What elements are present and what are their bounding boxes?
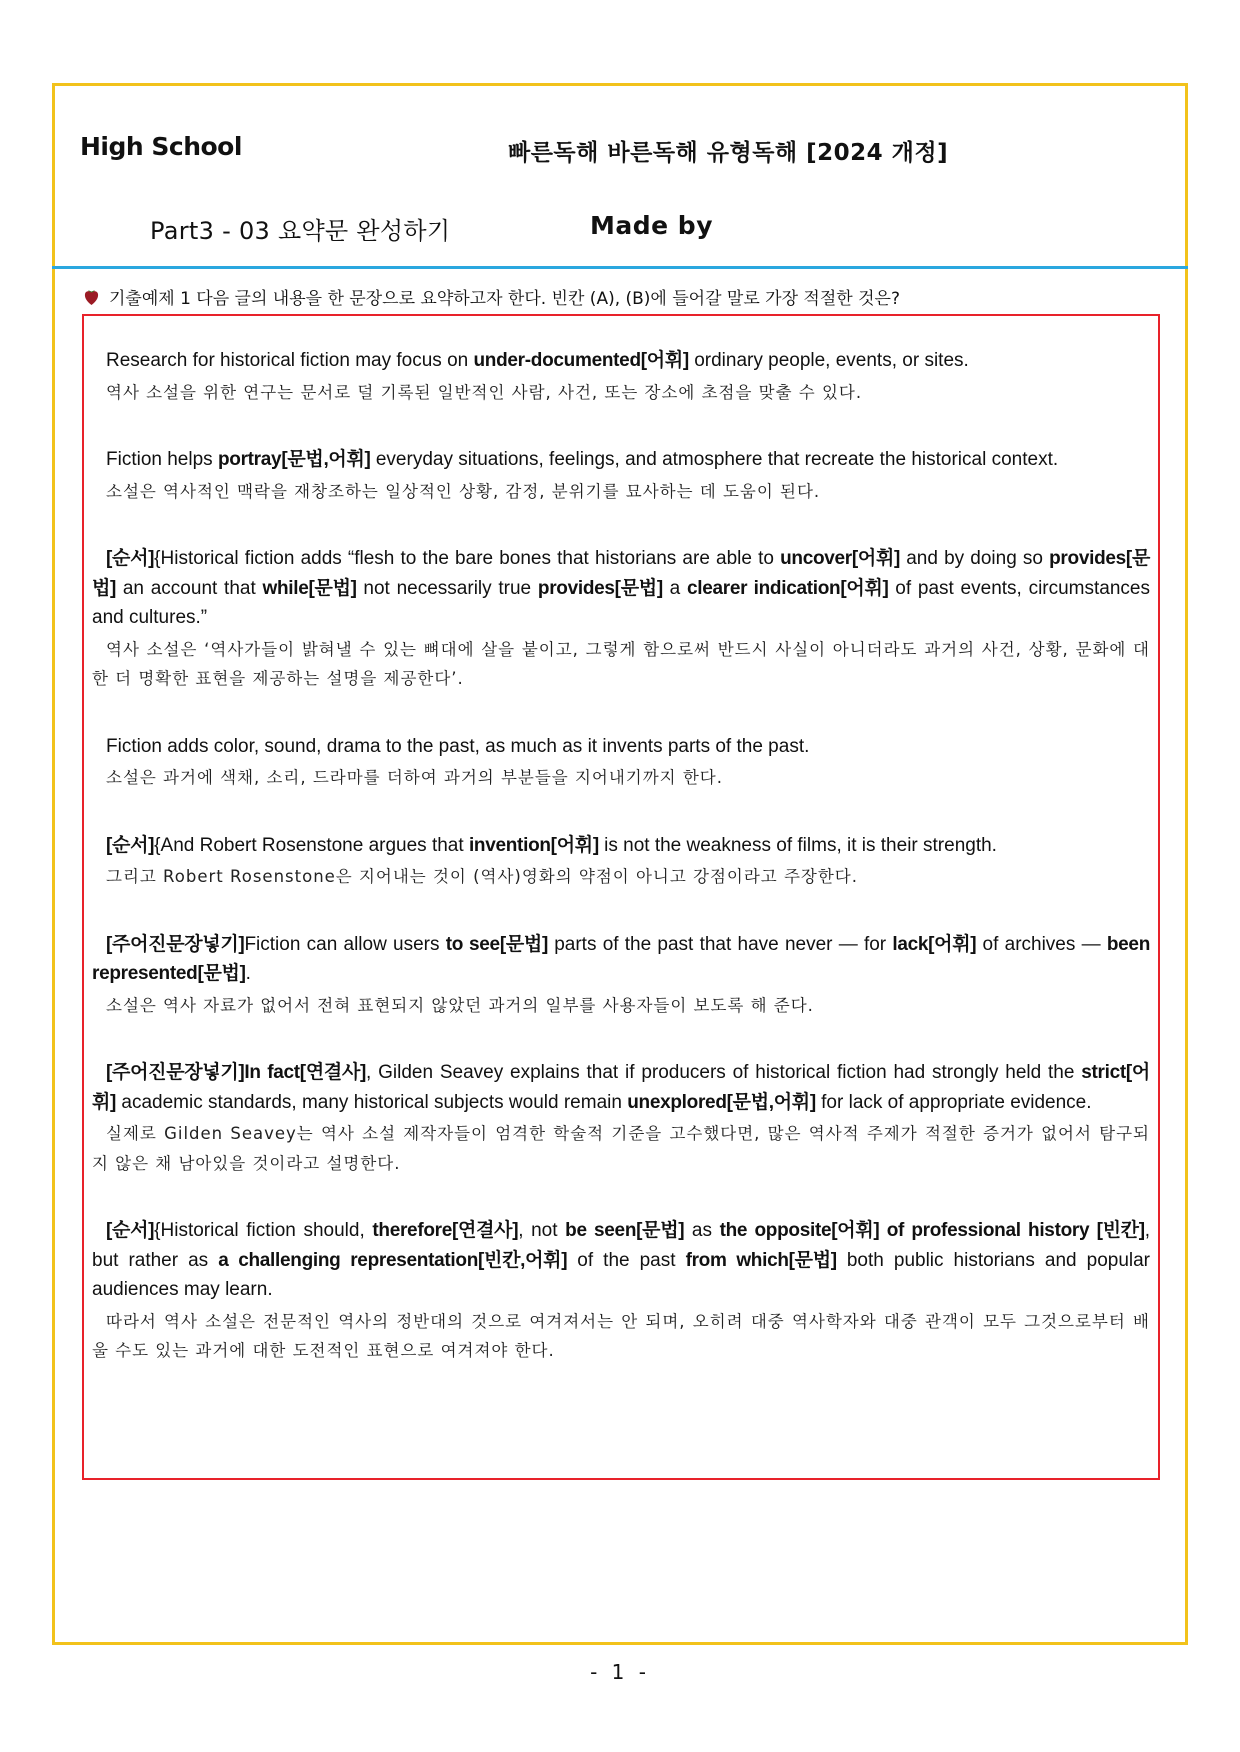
passage-paragraph xyxy=(92,930,1150,1021)
annotated-term: under-documented[어휘] xyxy=(473,350,689,371)
passage-paragraph xyxy=(92,1058,1150,1178)
sentence-text: parts of the past that have never ― for xyxy=(547,933,893,955)
annotated-term: the opposite[어휘] of professional history [빈칸] xyxy=(719,1220,1145,1241)
passage-paragraph xyxy=(92,346,1150,407)
passage-paragraph xyxy=(92,445,1150,506)
question-text: 기출예제 1 다음 글의 내용을 한 문장으로 요약하고자 한다. 빈칸 (A), (B)에 들어갈 말로 가장 적절한 것은? xyxy=(109,289,900,309)
passage-paragraph xyxy=(92,1216,1150,1366)
sentence-text: {Historical fiction adds “flesh to the bare bones that historians are able to xyxy=(154,548,781,569)
annotated-term: clearer indication[어휘] xyxy=(686,577,889,599)
sentence-text: not necessarily true xyxy=(356,577,538,599)
annotated-term: be seen[문법] xyxy=(565,1220,685,1241)
english-sentence xyxy=(92,930,1150,989)
annotated-term: provides[문법] xyxy=(537,577,663,599)
annotated-term: invention[어휘] xyxy=(468,834,599,856)
annotated-term: provides[문법] xyxy=(92,548,1150,599)
english-sentence xyxy=(92,831,1150,861)
annotated-term: strict[어휘] xyxy=(92,1062,1150,1113)
korean-translation: 실제로 Gilden Seavey는 역사 소설 제작자들이 엄격한 학술적 기준을 고수했다면, 많은 역사적 주제가 적절한 증거가 없어서 탐구되지 않은 채 남아있을 것이라고 설명한다. xyxy=(92,1124,1150,1173)
english-sentence xyxy=(92,732,1150,762)
header-book-title: 빠른독해 바른독해 유형독해 [2024 개정] xyxy=(508,140,949,166)
annotated-term: while[문법] xyxy=(262,577,357,599)
sentence-text: both public historians and popular audiences may learn. xyxy=(92,1249,1151,1300)
korean-translation: 소설은 역사 자료가 없어서 전혀 표현되지 않았던 과거의 일부를 사용자들이 보도록 해 준다. xyxy=(106,995,814,1015)
sentence-text: for lack of appropriate evidence. xyxy=(815,1091,1092,1113)
sentence-text: {Historical fiction should, xyxy=(154,1220,373,1241)
sentence-text: , not xyxy=(518,1220,566,1241)
annotated-term: lack[어휘] xyxy=(892,933,977,955)
sentence-text: , Gilden Seavey explains that if producers of historical fiction had strongly held the xyxy=(366,1062,1082,1083)
sentence-text: Fiction can allow users xyxy=(244,933,446,955)
sentence-text: Fiction adds color, sound, drama to the past, as much as it invents parts of the past. xyxy=(106,735,810,757)
annotated-term: therefore[연결사] xyxy=(372,1220,519,1241)
sentence-text: ordinary people, events, or sites. xyxy=(688,350,969,371)
annotated-term: [순서] xyxy=(106,548,155,569)
english-sentence xyxy=(92,445,1150,475)
sentence-text: and by doing so xyxy=(900,548,1050,569)
english-sentence xyxy=(92,1058,1150,1117)
annotated-term: [순서] xyxy=(106,834,155,856)
annotated-term: been represented[문법] xyxy=(92,933,1151,984)
korean-translation: 역사 소설은 ‘역사가들이 밝혀낼 수 있는 뼈대에 살을 붙이고, 그렇게 함으로써 반드시 사실이 아니더라도 과거의 사건, 상황, 문화에 대한 더 명확한 표현을 제공하는 설명을 제공한다’. xyxy=(92,639,1150,688)
header-made-by: Made by xyxy=(590,211,713,240)
sentence-text: of the past xyxy=(567,1249,686,1271)
sentence-text: Research for historical fiction may focus on xyxy=(106,350,474,371)
sentence-text: , but rather as xyxy=(92,1220,1151,1271)
sentence-text: as xyxy=(684,1220,720,1241)
passage-paragraph xyxy=(92,732,1150,793)
header-school-level: High School xyxy=(80,132,242,161)
passage-paragraph xyxy=(92,544,1150,694)
question-line xyxy=(84,284,900,309)
korean-translation: 따라서 역사 소설은 전문적인 역사의 정반대의 것으로 여겨져서는 안 되며, 오히려 대중 역사학자와 대중 관객이 모두 그것으로부터 배울 수도 있는 과거에 대한 도전적인 표현으로 여겨져야 한다. xyxy=(92,1311,1150,1360)
annotated-term: unexplored[문법,어휘] xyxy=(627,1091,816,1113)
sentence-text: everyday situations, feelings, and atmosphere that recreate the historical context. xyxy=(370,449,1059,470)
sentence-text: {And Robert Rosenstone argues that xyxy=(154,834,469,856)
passage-paragraph xyxy=(92,831,1150,892)
header-part-title: Part3 - 03 요약문 완성하기 xyxy=(150,217,451,245)
annotated-term: portray[문법,어휘] xyxy=(217,449,371,470)
annotated-term: from which[문법] xyxy=(685,1249,837,1271)
sentence-text: is not the weakness of films, it is their strength. xyxy=(598,834,997,856)
korean-translation: 소설은 역사적인 맥락을 재창조하는 일상적인 상황, 감정, 분위기를 묘사하는 데 도움이 된다. xyxy=(106,481,821,501)
annotated-term: [순서] xyxy=(106,1220,155,1241)
annotated-term: to see[문법] xyxy=(445,933,548,955)
page-number: - 1 - xyxy=(590,1660,650,1684)
sentence-text: an account that xyxy=(116,577,263,599)
annotated-term: [주어진문장넣기] xyxy=(106,933,245,955)
passage-content xyxy=(92,346,1150,1404)
strawberry-icon xyxy=(84,287,99,306)
sentence-text: academic standards, many historical subjects would remain xyxy=(116,1091,628,1113)
annotated-term: a challenging representation[빈칸,어휘] xyxy=(218,1249,568,1271)
korean-translation: 역사 소설을 위한 연구는 문서로 덜 기록된 일반적인 사람, 사건, 또는 장소에 초점을 맞출 수 있다. xyxy=(106,382,863,402)
sentence-text: of past events, circumstances and cultures.” xyxy=(92,577,1150,628)
annotated-term: [주어진문장넣기]In fact[연결사] xyxy=(106,1062,367,1083)
english-sentence xyxy=(92,346,1150,376)
annotated-term: uncover[어휘] xyxy=(780,548,901,569)
sentence-text: a xyxy=(662,577,687,599)
header-divider xyxy=(52,266,1188,269)
sentence-text: Fiction helps xyxy=(106,449,218,470)
sentence-text: of archives ― xyxy=(976,933,1107,955)
english-sentence xyxy=(92,1216,1150,1305)
english-sentence xyxy=(92,544,1150,633)
sentence-text: . xyxy=(245,963,251,984)
korean-translation: 소설은 과거에 색채, 소리, 드라마를 더하여 과거의 부분들을 지어내기까지 한다. xyxy=(106,768,723,787)
korean-translation: 그리고 Robert Rosenstone은 지어내는 것이 (역사)영화의 약점이 아니고 강점이라고 주장한다. xyxy=(106,867,858,886)
